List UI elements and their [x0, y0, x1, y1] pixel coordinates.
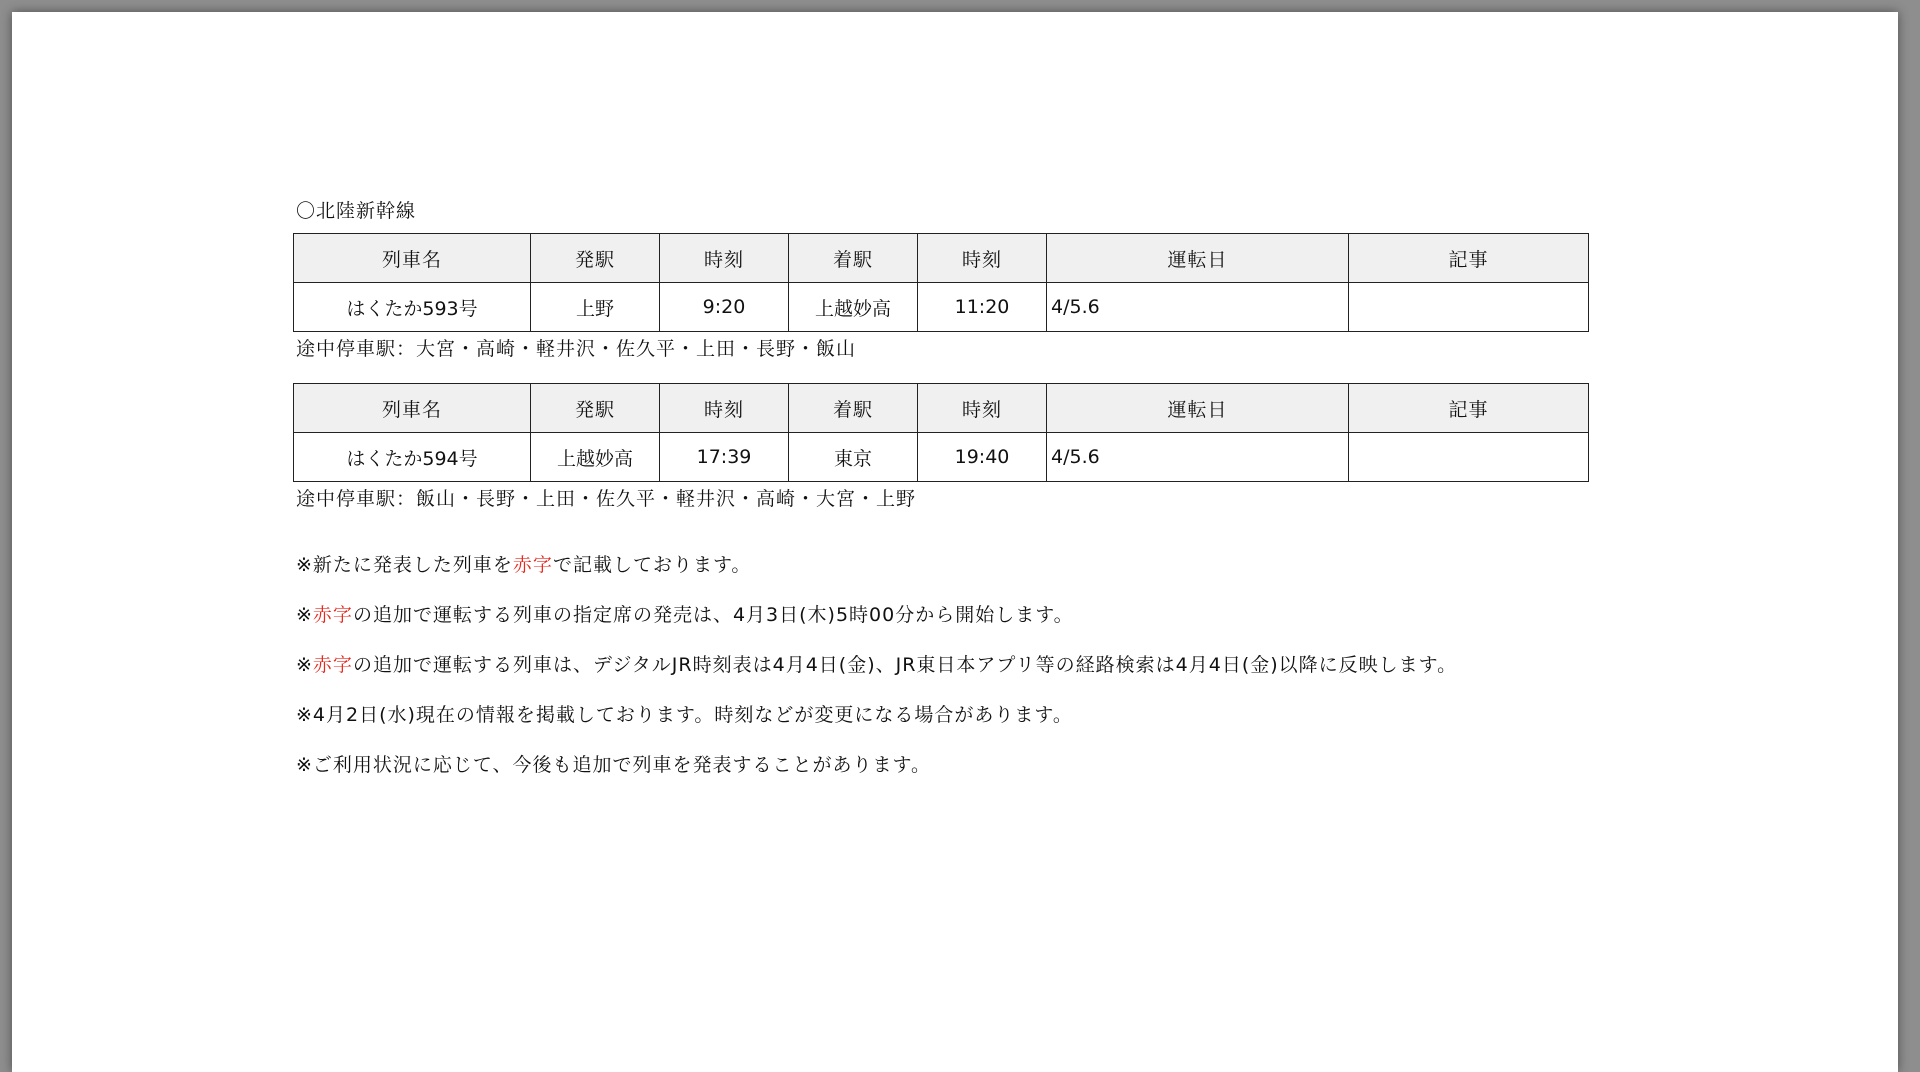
- note-text: ※: [296, 654, 313, 676]
- header-remarks: 記事: [1349, 384, 1589, 433]
- note-timetable-reflection: [296, 650, 1457, 677]
- cell-operation-days: 4/5.6: [1047, 433, 1349, 482]
- cell-arrival-time: 11:20: [918, 283, 1047, 332]
- cell-train-name: はくたか594号: [294, 433, 531, 482]
- timetable-1: [293, 233, 1589, 332]
- red-text-label: 赤字: [512, 554, 553, 576]
- cell-operation-days: 4/5.6: [1047, 283, 1349, 332]
- header-operation-days: 運転日: [1047, 234, 1349, 283]
- header-remarks: 記事: [1349, 234, 1589, 283]
- header-arrival-station: 着駅: [789, 234, 918, 283]
- note-text: の追加で運転する列車は、デジタルJR時刻表は4月4日(金)、JR東日本アプリ等の経路検索は4月4日(金)以降に反映します。: [352, 654, 1458, 676]
- header-departure-station: 発駅: [531, 384, 660, 433]
- cell-departure-time: 9:20: [660, 283, 789, 332]
- cell-train-name: はくたか593号: [294, 283, 531, 332]
- header-departure-time: 時刻: [660, 234, 789, 283]
- header-departure-station: 発駅: [531, 234, 660, 283]
- red-text-label: 赤字: [312, 604, 353, 626]
- table-header-row: [294, 234, 1589, 283]
- cell-departure-time: 17:39: [660, 433, 789, 482]
- cell-remarks: [1349, 433, 1589, 482]
- section-title: 〇北陸新幹線: [296, 200, 417, 222]
- header-train-name: 列車名: [294, 384, 531, 433]
- cell-arrival-station: 上越妙高: [789, 283, 918, 332]
- header-arrival-station: 着駅: [789, 384, 918, 433]
- note-reserved-seat-sales: [296, 600, 1074, 627]
- cell-departure-station: 上野: [531, 283, 660, 332]
- note-text: で記載しております。: [552, 554, 752, 576]
- header-train-name: 列車名: [294, 234, 531, 283]
- header-departure-time: 時刻: [660, 384, 789, 433]
- cell-arrival-time: 19:40: [918, 433, 1047, 482]
- cell-arrival-station: 東京: [789, 433, 918, 482]
- table-row: [294, 433, 1589, 482]
- header-operation-days: 運転日: [1047, 384, 1349, 433]
- note-information-date: ※4月2日(水)現在の情報を掲載しております。時刻などが変更になる場合があります。: [296, 704, 1073, 726]
- header-arrival-time: 時刻: [918, 234, 1047, 283]
- header-arrival-time: 時刻: [918, 384, 1047, 433]
- table-header-row: [294, 384, 1589, 433]
- red-text-label: 赤字: [312, 654, 353, 676]
- intermediate-stops-1: 途中停車駅：大宮・高崎・軽井沢・佐久平・上田・長野・飯山: [296, 338, 857, 360]
- note-text: ※: [296, 604, 313, 626]
- cell-departure-station: 上越妙高: [531, 433, 660, 482]
- cell-remarks: [1349, 283, 1589, 332]
- timetable-2: [293, 383, 1589, 482]
- note-future-announcements: ※ご利用状況に応じて、今後も追加で列車を発表することがあります。: [296, 754, 932, 776]
- note-red-text-explanation: [296, 550, 751, 577]
- intermediate-stops-2: 途中停車駅：飯山・長野・上田・佐久平・軽井沢・高崎・大宮・上野: [296, 488, 917, 510]
- note-text: の追加で運転する列車の指定席の発売は、4月3日(木)5時00分から開始します。: [352, 604, 1074, 626]
- document-page: [12, 12, 1898, 1072]
- note-text: ※新たに発表した列車を: [296, 554, 513, 576]
- table-row: [294, 283, 1589, 332]
